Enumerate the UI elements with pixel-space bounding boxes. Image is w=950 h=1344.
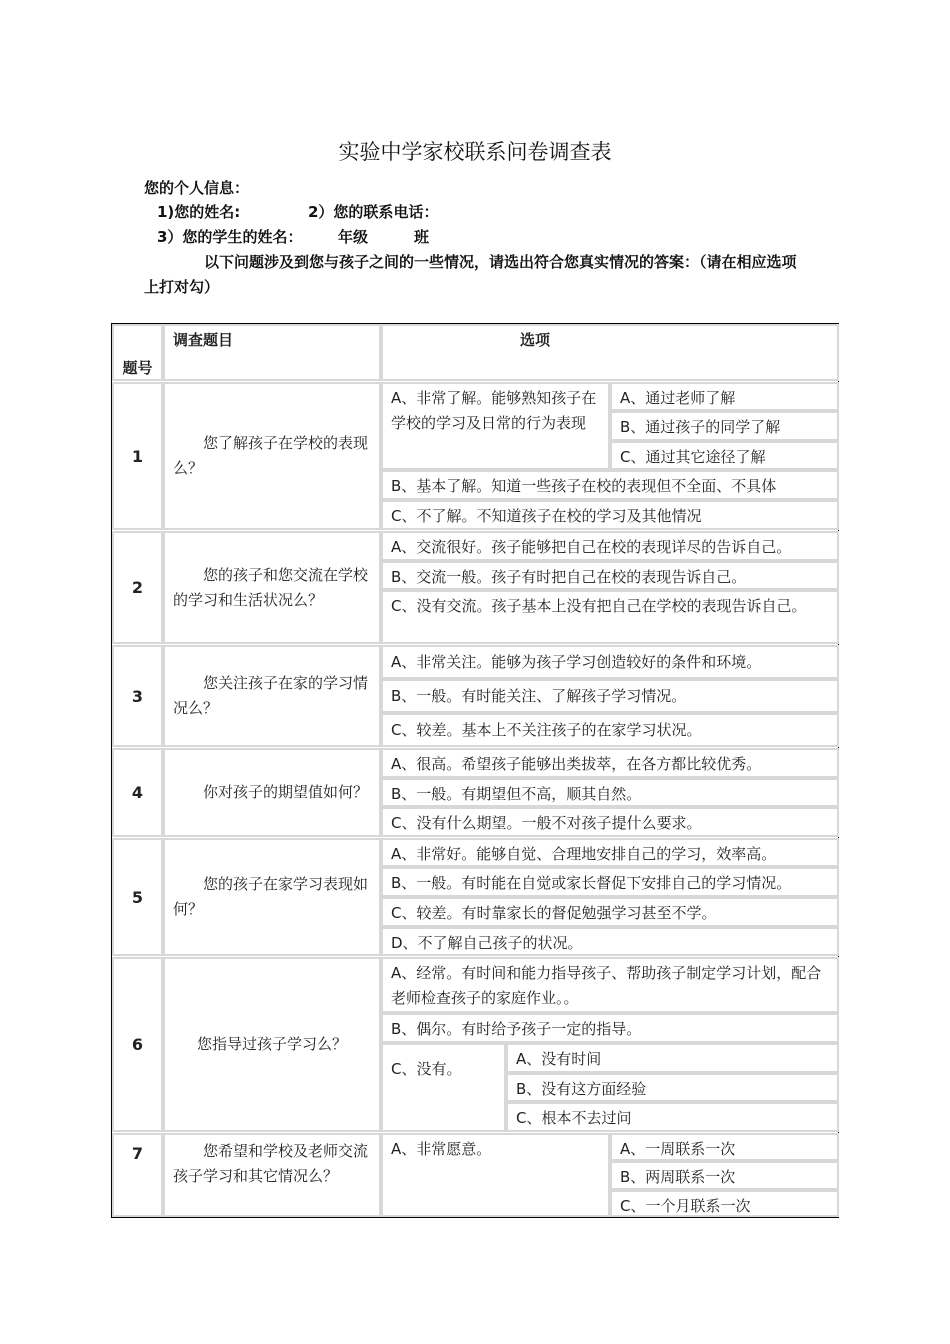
q7-option-a[interactable]: A、非常愿意。 xyxy=(381,1133,610,1217)
q5-question: 您的孩子在家学习表现如何？ xyxy=(163,838,381,956)
survey-table xyxy=(111,323,839,1218)
q6-option-c[interactable]: C、没有。 xyxy=(381,1043,506,1132)
intro-line-2: 上打对勾） xyxy=(144,278,220,296)
q7-question: 您希望和学校及老师交流孩子学习和其它情况么？ xyxy=(163,1133,381,1217)
q1-number: 1 xyxy=(112,382,163,530)
intro-line-1: 以下问题涉及到您与孩子之间的一些情况，请选出符合您真实情况的答案：（请在相应选项 xyxy=(204,253,797,271)
q5-option-a[interactable]: A、非常好。能够自觉、合理地安排自己的学习，效率高。 xyxy=(381,838,839,867)
grade-label: 年级 xyxy=(338,228,369,246)
q5-option-c[interactable]: C、较差。有时靠家长的督促勉强学习甚至不学。 xyxy=(381,897,839,927)
q5-option-b[interactable]: B、一般。有时能在自觉或家长督促下安排自己的学习情况。 xyxy=(381,867,839,897)
q6-number: 6 xyxy=(112,957,163,1132)
page-title: 实验中学家校联系问卷调查表 xyxy=(338,140,612,164)
header-options: 选项 xyxy=(381,324,839,381)
q3-option-a[interactable]: A、非常关注。能够为孩子学习创造较好的条件和环境。 xyxy=(381,645,839,679)
q3-number: 3 xyxy=(112,645,163,747)
q7-option-a-sub2[interactable]: B、两周联系一次 xyxy=(610,1161,839,1190)
q1-option-c[interactable]: C、不了解。不知道孩子在校的学习及其他情况 xyxy=(381,500,839,530)
q2-number: 2 xyxy=(112,531,163,644)
q1-option-a[interactable]: A、非常了解。能够熟知孩子在学校的学习及日常的行为表现 xyxy=(381,382,610,470)
q6-option-b[interactable]: B、偶尔。有时给予孩子一定的指导。 xyxy=(381,1013,839,1043)
q2-option-c[interactable]: C、没有交流。孩子基本上没有把自己在学校的表现告诉自己。 xyxy=(381,590,839,644)
q2-question: 您的孩子和您交流在学校的学习和生活状况么？ xyxy=(163,531,381,644)
q4-question: 你对孩子的期望值如何？ xyxy=(163,748,381,837)
q3-option-b[interactable]: B、一般。有时能关注、了解孩子学习情况。 xyxy=(381,679,839,713)
q6-option-c-sub1[interactable]: A、没有时间 xyxy=(506,1043,839,1073)
q1-option-a-sub2[interactable]: B、通过孩子的同学了解 xyxy=(610,411,839,441)
q1-option-a-sub1[interactable]: A、通过老师了解 xyxy=(610,382,839,411)
q2-option-a[interactable]: A、交流很好。孩子能够把自己在校的表现详尽的告诉自己。 xyxy=(381,531,839,561)
q3-question: 您关注孩子在家的学习情况么？ xyxy=(163,645,381,747)
phone-label: 2）您的联系电话： xyxy=(308,203,439,221)
header-question: 调查题目 xyxy=(163,324,381,381)
class-label: 班 xyxy=(414,228,430,246)
personal-info-heading: 您的个人信息： xyxy=(144,179,250,197)
student-name-label: 3）您的学生的姓名： xyxy=(157,228,303,246)
q7-option-a-sub3[interactable]: C、一个月联系一次 xyxy=(610,1190,839,1217)
q4-option-a[interactable]: A、很高。希望孩子能够出类拔萃，在各方都比较优秀。 xyxy=(381,748,839,778)
q2-option-b[interactable]: B、交流一般。孩子有时把自己在校的表现告诉自己。 xyxy=(381,561,839,590)
q5-option-d[interactable]: D、不了解自己孩子的状况。 xyxy=(381,927,839,956)
q7-option-a-sub1[interactable]: A、一周联系一次 xyxy=(610,1133,839,1161)
q1-option-b[interactable]: B、基本了解。知道一些孩子在校的表现但不全面、不具体 xyxy=(381,470,839,500)
name-label: 1)您的姓名: xyxy=(157,203,241,221)
q4-option-c[interactable]: C、没有什么期望。一般不对孩子提什么要求。 xyxy=(381,807,839,837)
q5-number: 5 xyxy=(112,838,163,956)
q6-option-a[interactable]: A、经常。有时间和能力指导孩子、帮助孩子制定学习计划，配合老师检查孩子的家庭作业。。 xyxy=(381,957,839,1013)
q1-option-a-sub3[interactable]: C、通过其它途径了解 xyxy=(610,441,839,470)
q7-number: 7 xyxy=(112,1133,163,1217)
q6-option-c-sub3[interactable]: C、根本不去过问 xyxy=(506,1102,839,1132)
q4-option-b[interactable]: B、一般。有期望但不高，顺其自然。 xyxy=(381,778,839,807)
header-number: 题号 xyxy=(112,324,163,381)
q1-question: 您了解孩子在学校的表现么？ xyxy=(163,382,381,530)
q6-question: 您指导过孩子学习么？ xyxy=(163,957,381,1132)
q4-number: 4 xyxy=(112,748,163,837)
q6-option-c-sub2[interactable]: B、没有这方面经验 xyxy=(506,1073,839,1102)
q3-option-c[interactable]: C、较差。基本上不关注孩子的在家学习状况。 xyxy=(381,713,839,747)
